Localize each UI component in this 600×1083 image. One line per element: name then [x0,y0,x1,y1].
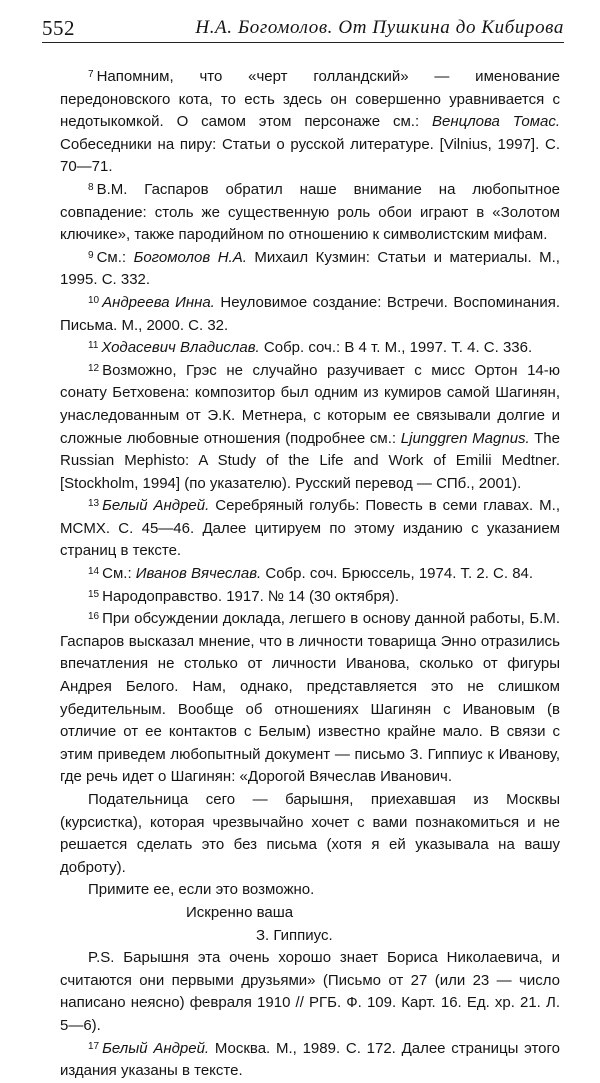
note-text: Собр. соч. Брюссель, 1974. Т. 2. С. 84. [261,565,534,583]
note-paragraph [60,947,560,1037]
note-text: См.: [102,565,136,583]
note-text: Неуловимое создание: Встречи. Воспоминания. Письма. М., 2000. С. 32. [60,293,560,334]
page-number: 552 [42,16,75,40]
note-paragraph [60,789,560,879]
note-paragraph [60,925,560,948]
author-name: Белый Андрей. [102,497,210,515]
note-paragraph [60,902,560,925]
note-text: См.: [96,248,134,266]
footnote-number: 16 [88,611,100,623]
footnote-number: 11 [88,340,99,352]
note-text: P.S. Барышня эта очень хорошо знает Бориса Николаевича, и считаются они первыми друзьями» (Письмо от 27 (или 23 — число написано неясно) февраля 1910 // РГБ. Ф. 109. Карт. 16. Ед. хр. 21. Л. 5—6). [60,949,560,1034]
note-paragraph [60,1038,560,1083]
note-paragraph [60,292,560,337]
footnote-number: 14 [88,566,100,578]
note-text: Народоправство. 1917. № 14 (30 октября). [102,587,399,605]
author-name: Венцлова Томас. [432,113,560,131]
note-text: Михаил Кузмин: Статьи и материалы. М., 1995. С. 332. [60,248,560,289]
footnote-number: 13 [88,498,100,510]
note-text: Искренно ваша [186,903,294,921]
footnote-number: 12 [88,362,100,374]
footnote-number: 8 [88,181,94,193]
footnote-number: 15 [88,588,100,600]
note-text: Подательница сего — барышня, приехавшая из Москвы (курсистка), которая чрезвычайно хочет с вами познакомиться и не решается сделать это без письма (хотя я ей указывала на вашу доброту). [60,791,560,876]
note-paragraph [60,608,560,789]
author-name: Андреева Инна. [102,293,215,311]
note-text: Возможно, Грэс не случайно разучивает с мисс Ортон 14-ю сонату Бетховена: композитор был одним из кумиров самой Шагинян, унаследованным от Э.К. Метнера, с которым ее связывали долгие и сложные любовные отношения (подробнее см.: [60,361,560,447]
footnotes-block [60,66,560,1083]
note-text: Напомним, что «черт голландский» — именование передоновского кота, то есть здесь он совершенно уравнивается с недотыкомкой. О самом этом персонаже см.: [60,68,560,131]
note-text: Собр. соч.: В 4 т. М., 1997. Т. 4. С. 336. [259,339,533,357]
note-paragraph [60,179,560,247]
note-paragraph [60,247,560,292]
note-text: Москва. М., 1989. С. 172. Далее страницы этого издания указаны в тексте. [60,1039,560,1080]
note-text: Серебряный голубь: Повесть в семи главах. М., MCMX. С. 45—46. Далее цитируем по этому изданию с указанием страниц в тексте. [60,497,560,560]
running-header [42,14,564,43]
note-text: The Russian Mephisto: A Study of the Life and Work of Emilii Medtner. [Stockholm, 1994] (по указателю). Русский перевод — СПб., 2001). [60,429,560,492]
note-paragraph [60,337,560,360]
running-title: Н.А. Богомолов. От Пушкина до Кибирова [195,17,564,38]
note-paragraph [60,66,560,179]
footnote-number: 10 [88,294,100,306]
note-paragraph [60,879,560,902]
note-text: При обсуждении доклада, легшего в основу данной работы, Б.М. Гаспаров высказал мнение, что в личности товарища Энно отразились впечатления не столько от личности Иванова, сколько от фигуры Андрея Белого. Нам, однако, представляется это не слишком убедительным. Вообще об отношениях Шагинян с Ивановым (в отличие от ее контактов с Белым) известно крайне мало. В связи с этим приведем любопытный документ — письмо З. Гиппиус к Иванову, где речь идет о Шагинян: «Дорогой Вячеслав Иванович. [60,610,560,786]
note-paragraph [60,495,560,563]
note-text: Собеседники на пиру: Статьи о русской литературе. [Vilnius, 1997]. С. 70—71. [60,135,560,176]
author-name: Белый Андрей. [102,1039,210,1057]
footnote-number: 17 [88,1040,100,1052]
note-paragraph [60,563,560,586]
note-text: Примите ее, если это возможно. [88,881,315,899]
note-text: З. Гиппиус. [256,926,333,944]
note-paragraph [60,586,560,609]
author-name: Иванов Вячеслав. [135,565,262,583]
author-name: Богомолов Н.А. [133,248,247,266]
author-name: Ljunggren Magnus. [400,429,530,447]
footnote-number: 7 [88,69,94,80]
footnote-number: 9 [88,249,94,261]
note-paragraph [60,360,560,496]
note-text: В.М. Гаспаров обратил наше внимание на любопытное совпадение: столь же существенную роль обои играют в «Золотом ключике», также пародийном по отношению к символистским мифам. [60,180,560,244]
author-name: Ходасевич Владислав. [101,339,260,357]
